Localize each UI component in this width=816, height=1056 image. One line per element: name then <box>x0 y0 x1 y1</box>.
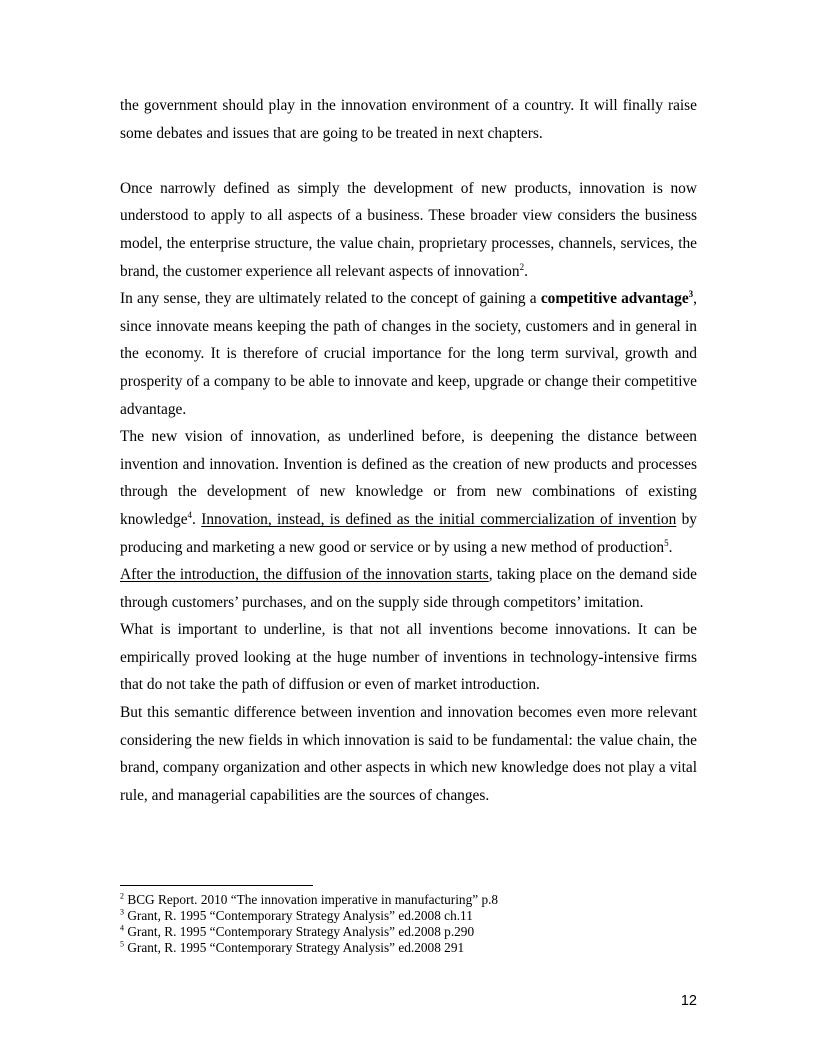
paragraph-gap <box>120 147 697 175</box>
paragraph-government-role: the government should play in the innovation environment of a country. It will finally raise some debates and issues that are going to be treated in next chapters. <box>120 97 697 142</box>
paragraph-innovation-definition: Once narrowly defined as simply the development of new products, innovation is now understood to apply to all aspects of a business. These broader view considers the business model, the enterprise structure, the value chain, proprietary processes, channels, services, the brand, the customer experience all relevant aspects of innovation$^2$. <box>120 179 697 280</box>
body-text <box>120 92 697 809</box>
footnote-ref-2[interactable]: 2 <box>519 261 525 272</box>
paragraph-semantic-difference: But this semantic difference between invention and innovation becomes even more relevant considering the new fields in which innovation is said to be fundamental: the value chain, the brand, company organization and other aspects in which new knowledge does not play a vital rule, and managerial capabilities are the sources of changes. <box>120 704 697 804</box>
underlined-diffusion: After the introduction, the diffusion of the innovation starts <box>120 566 489 584</box>
underlined-definition: Innovation, instead, is defined as the initial commercialization of invention <box>201 510 677 528</box>
paragraph-invention-vs-innovation: The new vision of innovation, as underlined before, is deepening the distance between invention and innovation. Invention is defined as the creation of new products and processes through the development of new knowledge or from new combinations of existing knowledge$^4$. Innovation, instead, is defined as the initial commercialization of invention by producing and marketing a new good or service or by using a new method of production$^5$. <box>120 428 697 556</box>
footnotes <box>120 892 697 956</box>
footnote-ref-4[interactable]: 4 <box>187 509 193 520</box>
footnote-3: $^3$ Grant, R. 1995 “Contemporary Strategy Analysis” ed.2008 ch.11 <box>120 907 473 923</box>
paragraph-competitive-advantage: In any sense, they are ultimately related to the concept of gaining a competitive advantage$^3$, since innovate means keeping the path of changes in the society, customers and in general in the economy. It is therefore of crucial importance for the long term survival, growth and prosperity of a company to be able to innovate and keep, upgrade or change their competitive advantage. <box>120 289 698 418</box>
footnote-ref-5[interactable]: 5 <box>664 537 669 548</box>
footnote-separator <box>120 885 313 886</box>
page-number: 12 <box>680 993 697 1009</box>
paragraph-not-all-inventions: What is important to underline, is that not all inventions become innovations. It can be empirically proved looking at the huge number of inventions in technology-intensive firms that do not take the path of diffusion or even of market introduction. <box>120 621 697 694</box>
paragraph-diffusion: After the introduction, the diffusion of the innovation starts, taking place on the demand side through customers’ purchases, and on the supply side through competitors’ imitation. <box>120 566 697 611</box>
bold-term: competitive advantage <box>540 290 689 308</box>
footnote-5: $^5$ Grant, R. 1995 “Contemporary Strategy Analysis” ed.2008 291 <box>120 939 465 955</box>
footnote-4: $^4$ Grant, R. 1995 “Contemporary Strategy Analysis” ed.2008 p.290 <box>120 923 475 939</box>
footnote-ref-3[interactable]: 3 <box>688 289 694 300</box>
footnote-2: $^2$ BCG Report. 2010 “The innovation imperative in manufacturing” p.8 <box>120 891 499 907</box>
